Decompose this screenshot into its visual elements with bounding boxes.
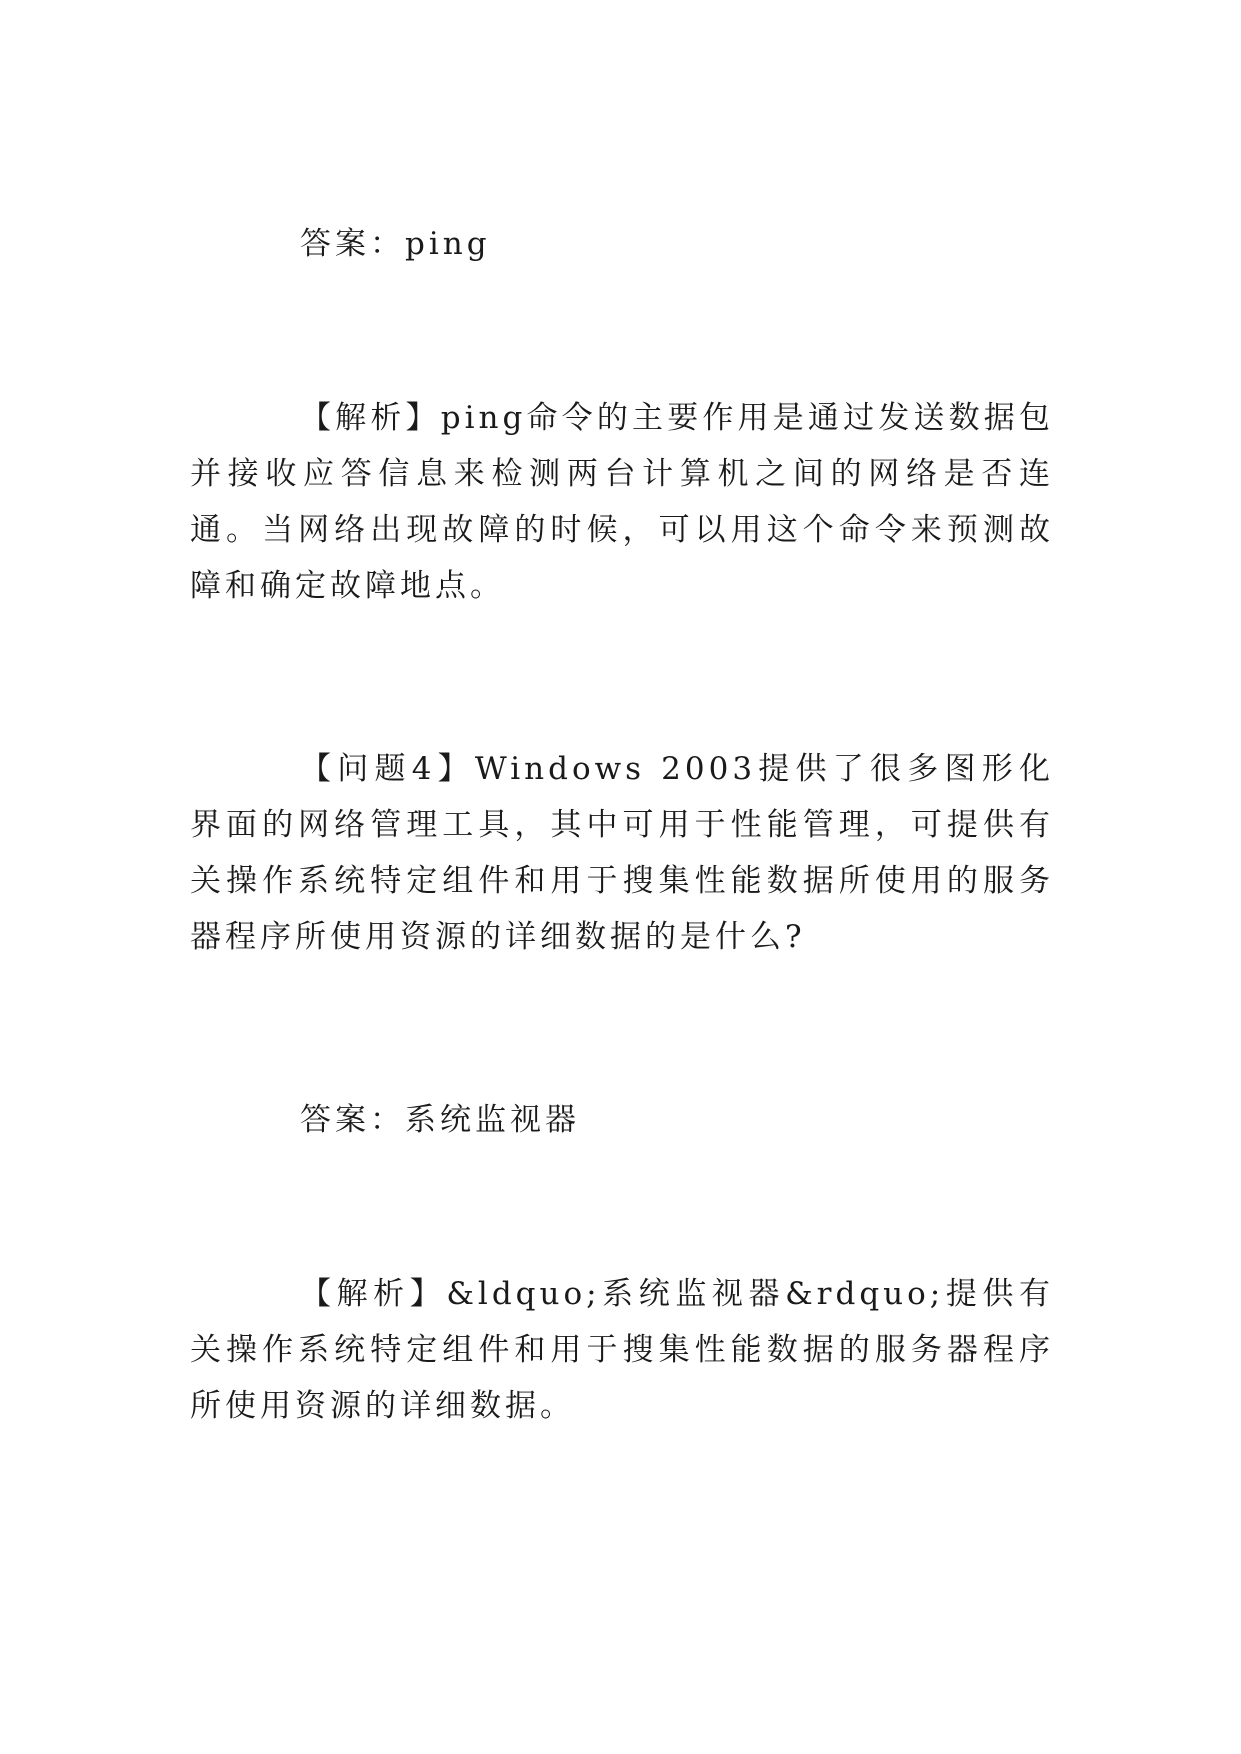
analysis-1-paragraph: 【解析】ping命令的主要作用是通过发送数据包并接收应答信息来检测两台计算机之间的网络是否连通。当网络出现故障的时候，可以用这个命令来预测故障和确定故障地点。 <box>190 400 1054 604</box>
answer-2-text: 答案：系统监视器 <box>300 1102 580 1138</box>
answer-1-text: 答案：ping <box>300 226 491 262</box>
question-4-paragraph: 【问题4】Windows 2003提供了很多图形化界面的网络管理工具，其中可用于性能管理，可提供有关操作系统特定组件和用于搜集性能数据所使用的服务器程序所使用资源的详细数据的是什么? <box>190 751 1054 955</box>
analysis-2-paragraph: 【解析】&ldquo;系统监视器&rdquo;提供有关操作系统特定组件和用于搜集性能数据的服务器程序所使用资源的详细数据。 <box>190 1276 1054 1424</box>
